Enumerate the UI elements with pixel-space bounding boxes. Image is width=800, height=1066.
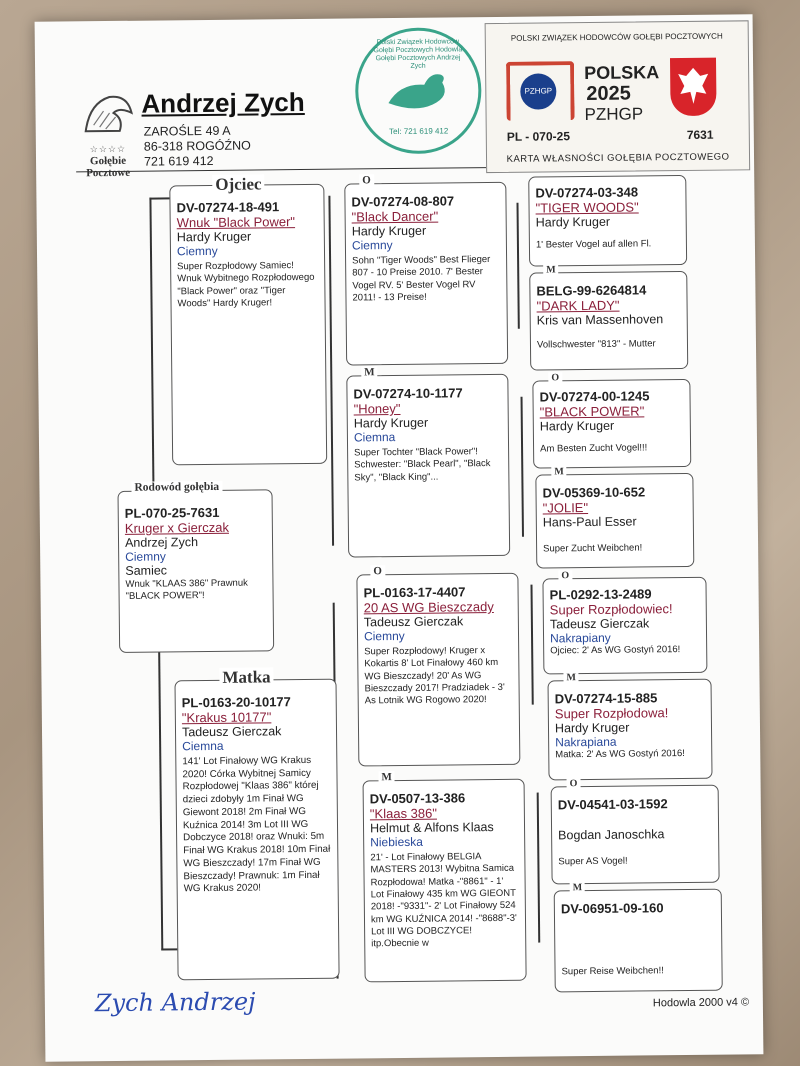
breeder: Helmut & Alfons Klaas xyxy=(369,820,494,836)
pigeon-name: Super Rozpłodowa! xyxy=(554,705,669,722)
address-line2: 86-318 ROGÓŹNO xyxy=(143,138,251,154)
note: Super Zucht Weibchen! xyxy=(543,542,643,555)
m-label: M xyxy=(361,366,378,378)
color: Nakrapiana xyxy=(555,734,617,750)
pzhgp-logo: PZHGP xyxy=(506,61,575,121)
pigeon-name: Super Rozpłodowiec! xyxy=(549,601,673,618)
color: Ciemna xyxy=(182,738,224,754)
pigeon-name: "Klaas 386" xyxy=(369,805,438,822)
phone: 721 619 412 xyxy=(143,153,214,169)
color: Nakrapiany xyxy=(549,630,611,646)
note: Matka: 2' As WG Gostyń 2016! xyxy=(555,748,685,761)
m-label: M xyxy=(551,466,567,477)
pigeon-logo: ☆☆☆☆ Gołębie Pocztowe xyxy=(77,91,138,172)
m-label: M xyxy=(563,672,579,683)
breeder: Hardy Kruger xyxy=(535,214,611,230)
m-label: M xyxy=(543,264,559,275)
breeder: Hardy Kruger xyxy=(554,720,630,736)
connector xyxy=(158,651,163,951)
breeder: Tadeusz Gierczak xyxy=(549,616,650,632)
connector xyxy=(537,793,541,943)
color: Ciemny xyxy=(176,243,218,259)
note: Ojciec: 2' As WG Gostyń 2016! xyxy=(550,644,681,657)
note: Sohn "Tiger Woods" Best Flieger 807 - 10 Preise 2010. 7' Bester Vogel RV. 5' Bester Vogel RV 2011! - 13 Preise! xyxy=(352,254,491,304)
breeder-name: Andrzej Zych xyxy=(141,86,305,119)
card-year: 2025 xyxy=(586,82,631,106)
pigeon-name: "DARK LADY" xyxy=(536,297,620,314)
color: Ciemny xyxy=(351,238,393,253)
o-label: O xyxy=(370,565,385,577)
pigeon-name: "Black Dancer" xyxy=(351,208,439,225)
mother-label: Matka xyxy=(219,667,273,688)
note: Super AS Vogel! xyxy=(558,855,628,868)
ring-number: PL-0163-17-4407 xyxy=(363,584,466,601)
logo-text: Gołębie xyxy=(89,154,127,168)
note: 21' - Lot Finałowy BELGIA MASTERS 2013! Wybitna Samica Rozpłodowa! Matka -"8861" - 1' Lot Finałowy 435 km WG GIEONT 2018! -"9331"- 2' Lot Finałowy 524 km WG KUŹNICA 2014! -"8688"-3' Lot III WG DOBCZYCE! itp.Obecnie w xyxy=(370,851,517,950)
father-label: Ojciec xyxy=(212,174,264,195)
breeder-stamp xyxy=(355,27,482,154)
mff-card[interactable] xyxy=(542,577,707,675)
breeder: Tadeusz Gierczak xyxy=(363,614,464,630)
connector xyxy=(521,397,524,537)
pigeon-name: 20 AS WG Bieszczady xyxy=(363,599,494,616)
address-line1: ZAROŚLE 49 A xyxy=(143,123,231,139)
mfm-card[interactable] xyxy=(547,679,712,781)
breeder: Hans-Paul Esser xyxy=(542,514,637,530)
note: Super Rozpłodowy Samiec! Wnuk Wybitnego Rozpłodowego "Black Power" oraz "Tiger Woods" Hardy Kruger! xyxy=(177,260,315,310)
software-credit: Hodowla 2000 v4 © xyxy=(652,996,750,1010)
sex: Samiec xyxy=(125,563,168,578)
mf-card[interactable] xyxy=(356,573,520,767)
note: Super Reise Weibchen!! xyxy=(561,965,664,978)
pigeon-name: Kruger x Gierczak xyxy=(124,519,230,536)
breeder: Kris van Massenhoven xyxy=(536,312,664,328)
pedigree-label: Rodowód gołębia xyxy=(131,481,222,494)
pigeon-name: "JOLIE" xyxy=(542,500,589,516)
connector xyxy=(530,585,533,705)
ring-number: PL-0292-13-2489 xyxy=(549,586,652,603)
pigeon-name: "TIGER WOODS" xyxy=(535,199,639,216)
ring-number: DV-05369-10-652 xyxy=(542,484,646,501)
connector xyxy=(161,948,177,950)
mmf-card[interactable] xyxy=(551,785,720,885)
color: Ciemna xyxy=(353,430,396,445)
card-country: POLSKA xyxy=(584,62,660,84)
ownership-card xyxy=(485,20,751,173)
color: Ciemny xyxy=(125,549,166,564)
note: 141' Lot Finałowy WG Krakus 2020! Córka Wybitnej Samicy Rozpłodowej "Klaas 386" której dzieci zdobyły 1m Finał WG Giewont 2018! 2m Finał WG Kuźnica 2014! 3m Lot III WG Dobczyce 2018! oraz Wnuki: 5m Finał WG Krakus 2018! 10m Finał WG Bieszczady! 17m Finał WG Bieszczady! Prawnuk: 1m Finał WG Krakus 2020! xyxy=(182,754,331,895)
eagle-icon xyxy=(79,91,135,140)
ring-number: DV-07274-08-807 xyxy=(351,193,455,210)
mother-card[interactable] xyxy=(174,679,339,981)
pigeon-name: Wnuk "Black Power" xyxy=(176,214,296,231)
connector xyxy=(149,198,154,504)
stamp-phone: Tel: 721 619 412 xyxy=(389,126,449,137)
o-label: O xyxy=(567,778,581,789)
card-org: PZHGP xyxy=(584,104,644,125)
eagle-icon xyxy=(670,58,717,116)
subject-card[interactable] xyxy=(117,489,274,653)
card-number: 7631 xyxy=(686,127,714,142)
color: Niebieska xyxy=(370,834,423,850)
ffm-card[interactable] xyxy=(529,271,688,371)
breeder: Hardy Kruger xyxy=(539,418,615,434)
address xyxy=(144,124,251,170)
ring-number: DV-04541-03-1592 xyxy=(557,796,668,813)
pigeon-name: "BLACK POWER" xyxy=(539,403,645,420)
breeder: Bogdan Janoschka xyxy=(558,827,665,843)
ring-number: DV-0507-13-386 xyxy=(369,790,466,807)
pigeon-name: "Honey" xyxy=(353,400,401,417)
father-card[interactable] xyxy=(169,184,327,466)
pigeon-name: "Krakus 10177" xyxy=(181,709,272,726)
connector xyxy=(149,197,169,199)
m-label: M xyxy=(570,882,586,893)
card-title: POLSKI ZWIĄZEK HODOWCÓW GOŁĘBI POCZTOWYCH xyxy=(510,31,723,43)
ring-number: DV-07274-10-1177 xyxy=(353,385,463,402)
note: Super Tochter "Black Power"! Schwester: "Black Pearl", "Black Sky", "Black King"... xyxy=(354,446,491,484)
card-ring: PL - 070-25 xyxy=(506,129,571,144)
mmm-card[interactable] xyxy=(554,889,723,993)
color: Ciemny xyxy=(363,628,405,644)
ring-number: PL-070-25-7631 xyxy=(124,504,220,521)
ring-number: DV-07274-18-491 xyxy=(176,199,280,216)
connector xyxy=(328,196,334,546)
ring-number: DV-06951-09-160 xyxy=(560,900,664,917)
logo-text: Pocztowe xyxy=(86,166,131,180)
fmf-card[interactable] xyxy=(532,379,691,469)
stamp-text: Polski Związek Hodowców Gołębi Pocztowych Hodowla Gołębi Pocztowych Andrzej Zych xyxy=(373,38,463,70)
connector xyxy=(516,203,519,329)
breeder: Hardy Kruger xyxy=(176,229,252,245)
ff-card[interactable] xyxy=(344,182,508,366)
breeder: Hardy Kruger xyxy=(351,223,427,239)
fmm-card[interactable] xyxy=(535,473,694,569)
ring-number: PL-0163-20-10177 xyxy=(181,694,291,711)
o-label: O xyxy=(359,174,374,186)
fff-card[interactable] xyxy=(528,175,687,267)
card-footer: KARTA WŁASNOŚCI GOŁĘBIA POCZTOWEGO xyxy=(506,151,730,165)
polish-eagle-icon xyxy=(670,58,717,116)
note: Super Rozpłodowy! Kruger x Kokartis 8' Lot Finałowy 460 km WG Bieszczady! 20' As WG Bieszczady 2017! Pradziadek - 3' As Lotnik WG Rogowo 2020! xyxy=(364,645,505,707)
signature: Zych Andrzej xyxy=(94,987,256,1018)
mm-card[interactable] xyxy=(363,779,527,983)
o-label: O xyxy=(558,570,572,581)
note: Am Besten Zucht Vogel!!! xyxy=(540,442,648,455)
breeder: Tadeusz Gierczak xyxy=(181,724,282,740)
ring-number: BELG-99-6264814 xyxy=(536,282,647,299)
o-label: O xyxy=(548,372,562,383)
ring-number: DV-07274-00-1245 xyxy=(539,388,650,405)
note: 1' Bester Vogel auf allen Fl. xyxy=(535,238,652,251)
ring-number: DV-07274-15-885 xyxy=(554,690,658,707)
fm-card[interactable] xyxy=(346,374,510,558)
m-label: M xyxy=(378,771,395,783)
ring-number: DV-07274-03-348 xyxy=(535,184,639,201)
breeder: Andrzej Zych xyxy=(124,535,199,550)
note: Vollschwester "813" - Mutter xyxy=(536,338,656,351)
breeder: Hardy Kruger xyxy=(353,415,429,431)
note: Wnuk "KLAAS 386" Prawnuk "BLACK POWER"! xyxy=(125,577,248,603)
pedigree-sheet xyxy=(35,14,764,1061)
